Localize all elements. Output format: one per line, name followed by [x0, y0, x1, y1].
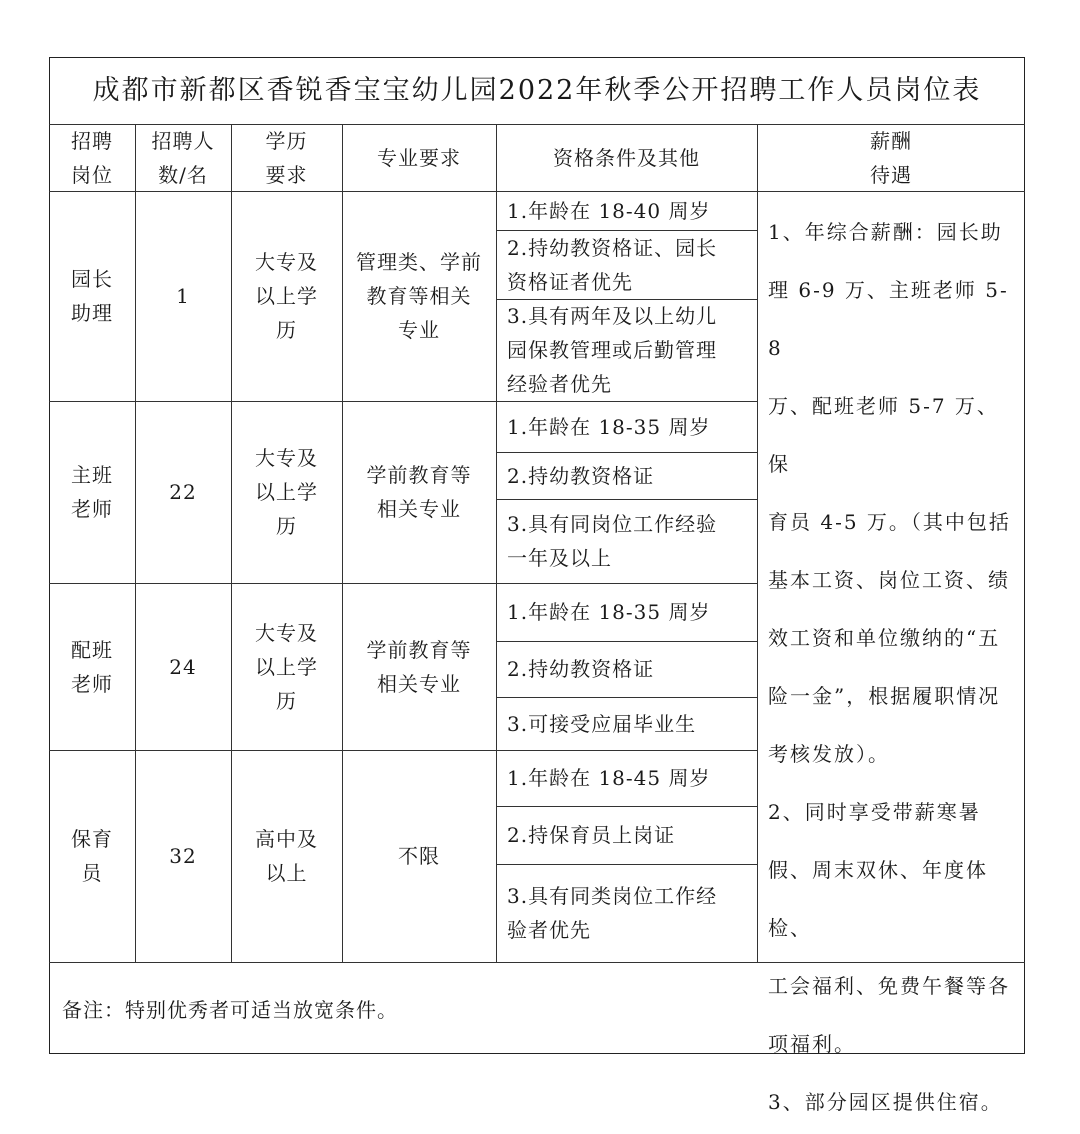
row1-major: 管理类、学前 教育等相关 专业 [356, 250, 482, 342]
row1-position: 园长 助理 [71, 267, 113, 325]
header-position: 招聘 岗位 [71, 128, 113, 187]
header-salary: 薪酬 待遇 [870, 128, 912, 187]
row2-condition-3: 3.具有同岗位工作经验 一年及以上 [507, 512, 718, 570]
row3-major: 学前教育等 相关专业 [366, 637, 472, 696]
row4-condition-1: 1.年龄在 18-45 周岁 [507, 766, 711, 790]
row2-major: 学前教育等 相关专业 [366, 463, 472, 521]
row3-education: 大专及 以上学 历 [255, 620, 318, 713]
row4-major: 不限 [398, 844, 440, 868]
row4-education: 高中及 以上 [255, 827, 318, 885]
row2-education: 大专及 以上学 历 [255, 446, 318, 538]
row3-count: 24 [169, 654, 197, 679]
col-divider [496, 124, 497, 962]
page-title: 成都市新都区香锐香宝宝幼儿园2022年秋季公开招聘工作人员岗位表 [92, 74, 982, 106]
remark: 备注：特别优秀者可适当放宽条件。 [62, 998, 398, 1022]
header-major: 专业要求 [377, 145, 461, 170]
row1-condition-3: 3.具有两年及以上幼儿 园保教管理或后勤管理 经验者优先 [507, 304, 718, 396]
row4-count: 32 [169, 844, 197, 868]
row3-condition-3: 3.可接受应届毕业生 [507, 711, 697, 736]
header-qualifications: 资格条件及其他 [553, 145, 700, 170]
row3-position: 配班 老师 [71, 637, 113, 696]
header-count: 招聘人 数/名 [151, 128, 215, 187]
row4-condition-3: 3.具有同类岗位工作经 验者优先 [507, 884, 718, 942]
row4-position: 保育 员 [71, 827, 113, 885]
col-divider [757, 124, 758, 962]
row2-condition-2: 2.持幼教资格证 [507, 463, 655, 488]
row1-education: 大专及 以上学 历 [255, 250, 318, 342]
row3-condition-2: 2.持幼教资格证 [507, 657, 655, 681]
row2-position: 主班 老师 [71, 463, 113, 521]
salary-benefits: 1、年综合薪酬：园长助 理 6-9 万、主班老师 5-8 万、配班老师 5-7 万、保 育员 4-5 万。（其中包括 基本工资、岗位工资、绩 效工资和单位缴纳的“五 险一金”，根据履职情况 考核发放）。 2、同时享受带薪寒暑 假、周末双休、年度体检、 工会福利、免费午餐等各 项福利。 3、部分园区提供住宿。 [768, 220, 1011, 1114]
row4-condition-2: 2.持保育员上岗证 [507, 823, 676, 847]
row3-condition-1: 1.年龄在 18-35 周岁 [507, 600, 711, 624]
row1-condition-2: 2.持幼教资格证、园长 资格证者优先 [507, 235, 718, 294]
row2-condition-1: 1.年龄在 18-35 周岁 [507, 414, 711, 439]
row1-condition-1: 1.年龄在 18-40 周岁 [507, 198, 711, 223]
row1-count: 1 [176, 284, 190, 308]
row2-count: 22 [169, 480, 197, 504]
header-education: 学历 要求 [265, 128, 308, 187]
